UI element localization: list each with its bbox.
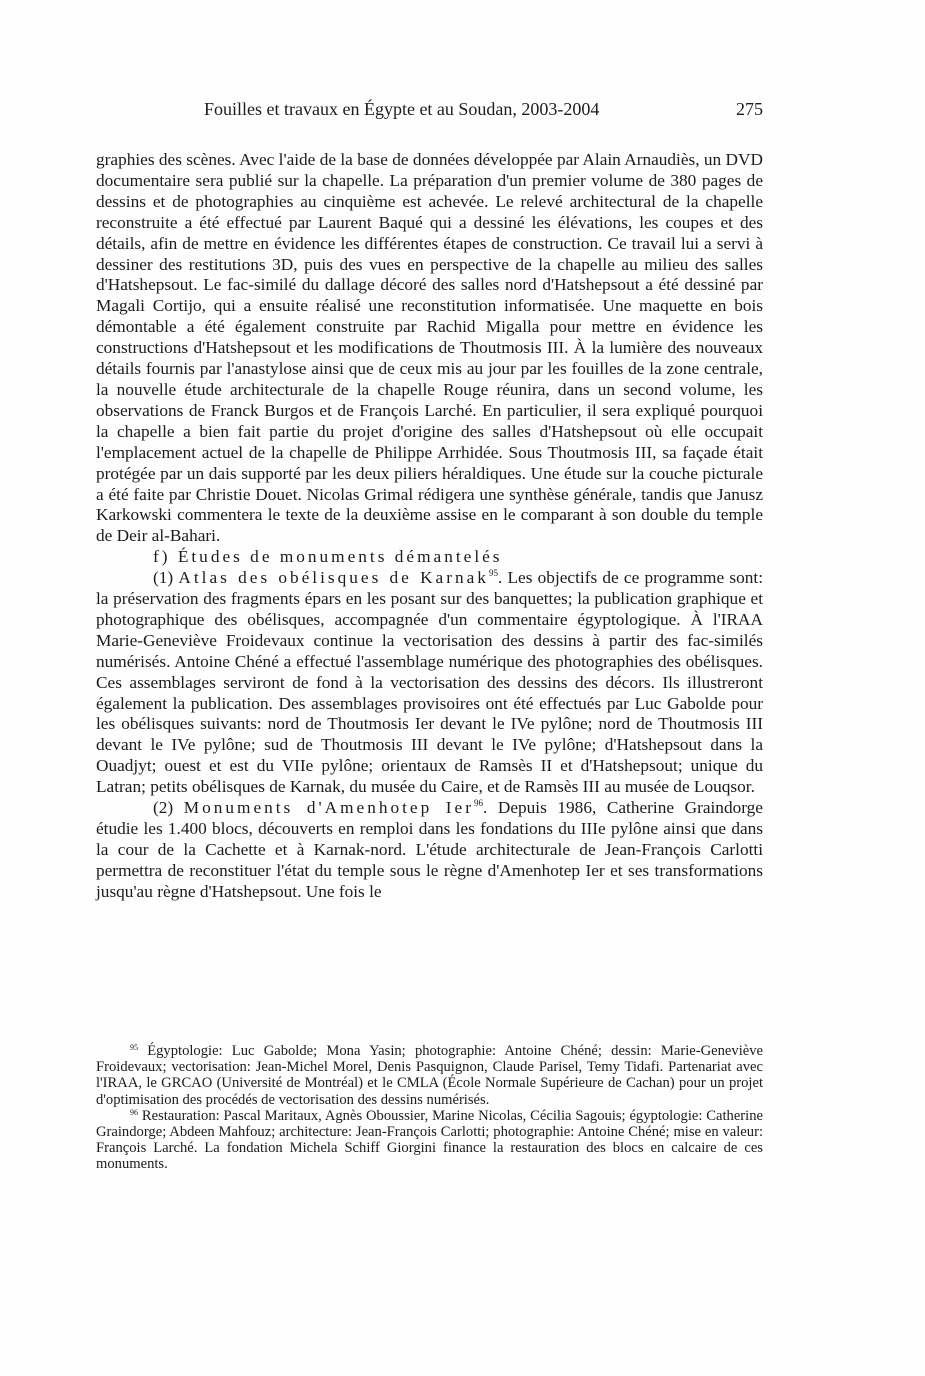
- paragraph-chapelle-rouge: graphies des scènes. Avec l'aide de la base de données développée par Alain Arnaudiès, un DVD documentaire sera publié sur la chapelle. La préparation d'un premier volume de 380 pages de dessins et de photographies au cinquième est achevée. Le relevé architectural de la chapelle reconstruite a été effectué par Laurent Baqué qui a dessiné les élévations, les coupes et des détails, afin de mettre en évidence les différentes étapes de construction. Ce travail lui a servi à dessiner des restitutions 3D, puis des vues en perspective de la chapelle au milieu des salles d'Hatshepsout. Le fac-similé du dallage décoré des salles nord d'Hatshepsout a été dessiné par Magali Cortijo, qui a ensuite réalisé une reconstitution informatisée. Une maquette en bois démontable a été également construite par Rachid Migalla pour mettre en évidence les constructions d'Hatshepsout et les modifications de Thoutmosis III. À la lumière des nouveaux détails fournis par l'anastylose ainsi que de ceux mis au jour par les fouilles de la zone centrale, la nouvelle étude architecturale de la chapelle Rouge réunira, dans un second volume, les observations de Franck Burgos et de François Larché. En particulier, il sera expliqué pourquoi la chapelle a bien fait partie du projet d'origine des salles d'Hatshepsout où elle occupait l'emplacement actuel de la chapelle de Philippe Arrhidée. Sous Thoutmosis III, sa façade était protégée par un dais supporté par les deux piliers héraldiques. Une étude sur la couche picturale a été faite par Christie Douet. Nicolas Grimal rédigera une synthèse générale, tandis que Janusz Karkowski commentera le texte de la deuxième assise en le comparant à son double du temple de Deir al-Bahari.: [96, 150, 763, 546]
- footnote-text: Égyptologie: Luc Gabolde; Mona Yasin; photographie: Antoine Chéné; dessin: Marie-Geneviève Froidevaux; vectorisation: Jean-Michel Morel, Denis Pasquignon, Claude Parisel, Temy Tidafi. Partenariat avec l'IRAA, le GRCAO (Université de Montréal) et le CMLA (École Normale Supérieure de Cachan) pour un projet d'optimisation des procédés de vectorisation des dessins numérisés.: [96, 1043, 763, 1108]
- footnote-ref[interactable]: 96: [473, 798, 483, 809]
- item-title: Monuments d'Amenhotep Ier: [183, 798, 474, 818]
- paragraph-text: . Depuis 1986, Catherine Graindorge étudie les 1.400 blocs, découverts en remploi dans les fondations du IIIe pylône ainsi que dans la cour de la Cachette et à Karnak-nord. L'étude architecturale de Jean-François Carlotti permettra de reconstituer l'état du temple sous le règne d'Amenhotep Ier et ses transformations jusqu'au règne d'Hatshepsout. Une fois le: [96, 798, 763, 901]
- item-number: (1): [153, 568, 179, 588]
- footnote-number: 96: [130, 1107, 138, 1117]
- section-heading-text: f) Études de monuments démantelés: [153, 547, 503, 567]
- footnotes: [96, 1043, 763, 1173]
- footnote-ref[interactable]: 95: [488, 568, 498, 579]
- running-title: Fouilles et travaux en Égypte et au Soudan, 2003-2004: [204, 99, 600, 119]
- footnote-number: 95: [130, 1043, 138, 1052]
- footnote-text: Restauration: Pascal Maritaux, Agnès Oboussier, Marine Nicolas, Cécilia Sagouis; égyptologie: Catherine Graindorge; Abdeen Mahfouz; architecture: Jean-François Carlotti; photographie: Antoine Chéné; mise en valeur: François Larché. La fondation Michela Schiff Giorgini finance la restauration des blocs en calcaire de ces monuments.: [96, 1107, 763, 1173]
- paragraph-obelisques: [96, 568, 763, 798]
- footnote: [96, 1043, 763, 1108]
- page-number: 275: [736, 99, 763, 119]
- paragraph-amenhotep: [96, 798, 763, 903]
- section-heading: [96, 547, 763, 568]
- main-text: [96, 150, 763, 903]
- item-number: (2): [153, 798, 184, 818]
- footnote: [96, 1108, 763, 1173]
- paragraph-text: . Les objectifs de ce programme sont: la préservation des fragments épars en les posant sur des banquettes; la publication graphique et photographique des obélisques, accompagnée d'un commentaire égyptologique. À l'IRAA Marie-Geneviève Froidevaux continue la vectorisation des dessins à partir des fac-similés numérisés. Antoine Chéné a effectué l'assemblage numérique des photographies des obélisques. Ces assemblages serviront de fond à la vectorisation des dessins des décors. Ils illustreront également la publication. Des assemblages provisoires ont été effectués par Luc Gabolde pour les obélisques suivants: nord de Thoutmosis Ier devant le IVe pylône; nord de Thoutmosis III devant le IVe pylône; sud de Thoutmosis III devant le IVe pylône; d'Hatshepsout dans la Ouadjyt; ouest et est du VIIe pylône; orientaux de Ramsès II et d'Hatshepsout; unique du Latran; petits obélisques de Karnak, du musée du Caire, et de Ramsès III au musée de Louqsor.: [96, 568, 763, 797]
- item-title: Atlas des obélisques de Karnak: [178, 568, 489, 588]
